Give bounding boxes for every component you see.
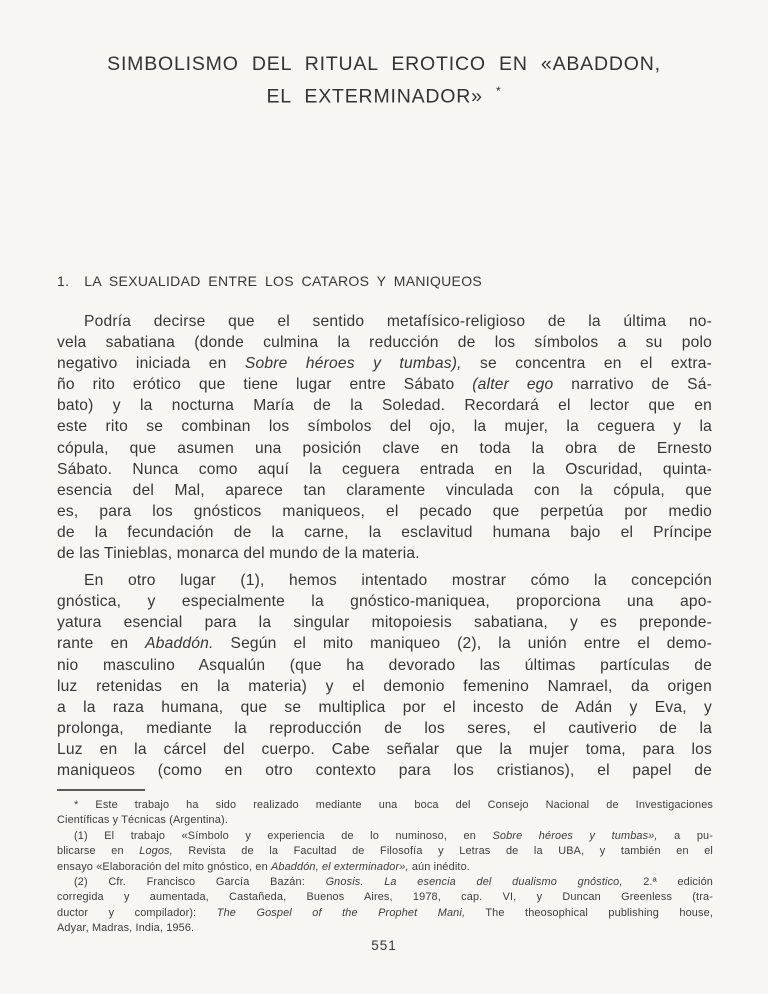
text-line: de la fecundación de la carne, la esclavitud humana bajo el Príncipe: [57, 523, 712, 541]
paragraph: [57, 311, 712, 564]
section-heading-text: LA SEXUALIDAD ENTRE LOS CATAROS Y MANIQUEOS: [84, 273, 483, 289]
text-line: de las Tinieblas, monarca del mundo de la materia.: [57, 545, 420, 563]
text-line: Sábato. Nunca como aquí la ceguera entrada en la Oscuridad, quinta-: [57, 460, 712, 478]
text-line: ño rito erótico que tiene lugar entre Sábato (alter ego narrativo de Sá-: [57, 376, 712, 394]
text-line: (1) El trabajo «Símbolo y experiencia de lo numinoso, en Sobre héroes y tumbas», a pu-: [74, 829, 714, 842]
page-number: 551: [371, 938, 397, 953]
text-line: luz retenidas en la materia) y el demonio femenino Namrael, da origen: [57, 677, 712, 695]
section-heading: [57, 273, 717, 289]
footnote-asterisk: [57, 798, 713, 829]
text-line: Podría decirse que el sentido metafísico-religioso de la última no-: [84, 313, 712, 330]
text-line: Adyar, Madras, India, 1956.: [57, 922, 195, 935]
text-line: nio masculino Asqualún (que ha devorado las últimas partículas de: [57, 656, 712, 674]
text-line: vela sabatiana (donde culmina la reducción de los símbolos a su polo: [57, 334, 712, 352]
footnote-separator: [57, 789, 145, 791]
text-line: * Este trabajo ha sido realizado mediante una boca del Consejo Nacional de Investigaciones: [74, 799, 713, 811]
text-line: Luz en la cárcel del cuerpo. Cabe señalar que la mujer toma, para los: [57, 740, 712, 758]
paragraph: [57, 570, 712, 781]
text-line: ductor y compilador): The Gospel of the Prophet Mani, The theosophical publishing house,: [57, 906, 713, 919]
text-line: esencia del Mal, aparece tan claramente vinculada con la cópula, que: [57, 481, 712, 499]
text-line: Científicas y Técnicas (Argentina).: [57, 814, 228, 827]
text-line: es, para los gnósticos maniqueos, el pecado que perpetúa por medio: [57, 502, 712, 520]
footnote-2: [57, 875, 713, 937]
text-line: ensayo «Elaboración del mito gnóstico, en Abaddón, el exterminador», aún inédito.: [57, 860, 470, 873]
body-text: [57, 311, 712, 781]
text-line: gnóstica, y especialmente la gnóstico-maniquea, proporciona una apo-: [57, 593, 712, 611]
text-line: bato) y la nocturna María de la Soledad. Recordará el lector que en: [57, 397, 712, 415]
text-line: prolonga, mediante la reproducción de los seres, el cautiverio de la: [57, 719, 712, 737]
text-line: En otro lugar (1), hemos intentado mostrar cómo la concepción: [84, 572, 712, 590]
text-line: rante en Abaddón. Según el mito maniqueo (2), la unión entre el demo-: [57, 635, 712, 653]
text-line: negativo iniciada en Sobre héroes y tumbas), se concentra en el extra-: [57, 355, 712, 373]
text-line: blicarse en Logos, Revista de la Facultad de Filosofía y Letras de la UBA, y también en el: [57, 845, 713, 858]
footnote-1: [57, 829, 713, 875]
text-line: (2) Cfr. Francisco García Bazán: Gnosis. La esencia del dualismo gnóstico, 2.ª edición: [74, 876, 714, 889]
text-line: este rito se combinan los símbolos del ojo, la mujer, la ceguera y la: [57, 418, 712, 436]
text-line: cópula, que asumen una posición clave en toda la obra de Ernesto: [57, 439, 712, 457]
text-line: SIMBOLISMO DEL RITUAL EROTICO EN «ABADDON,: [107, 53, 661, 75]
text-line: corregida y aumentada, Castañeda, Buenos Aires, 1978, cap. VI, y Duncan Greenless (tra-: [57, 891, 713, 904]
text-line: a la raza humana, que se multiplica por el incesto de Adán y Eva, y: [57, 698, 712, 716]
article-title: [0, 51, 768, 111]
text-line: EL EXTERMINADOR» *: [266, 84, 502, 108]
text-line: maniqueos (como en otro contexto para los cristianos), el papel de: [57, 761, 712, 779]
section-number: 1.: [57, 273, 70, 289]
footnotes: [57, 798, 713, 937]
text-line: yatura esencial para la singular mitopoiesis sabatiana, y es preponde-: [57, 614, 712, 632]
